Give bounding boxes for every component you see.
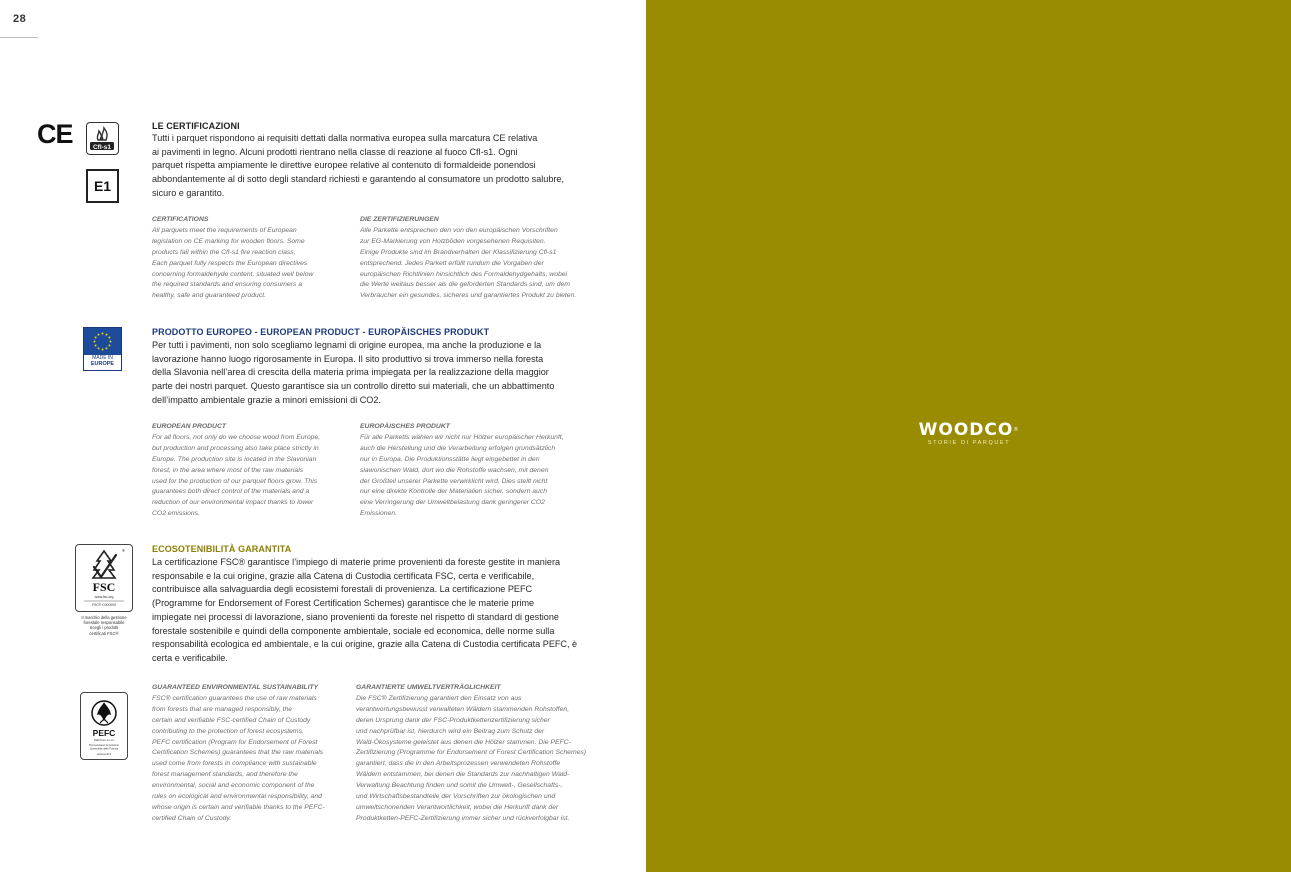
made-in-europe-badge: [83, 327, 122, 371]
certifications-body: Tutti i parquet rispondono ai requisiti dettati dalla normativa europea sulla marcatura CE relativa ai pavimenti in legno. Alcuni prodotti rientrano nella classe di reazione al fuoco Cfl-s1. Ogni parquet rispetta ampiamente le direttive europee relative al contenuto di formaldeide ponendosi abbondantemente al di sotto degli standard richiesti e garantendo al consumatore un prodotto salubre, sicuro e garantito.: [152, 133, 565, 198]
sustainability-de-body: Die FSC® Zertifizierung garantiert den Einsatz von aus verantwortungsbewusst verwalteten Wäldern stammenden Rohstoffen, deren Ursprung dank der FSC-Produktkettenzertifizierung sicher und nachprüfbar ist, hierdurch wird ein Beitrag zum Schutz der Wald-Ökosysteme geleistet aus denen die Hölzer stammen. Die PEFC- Zertifizierung (Programme for Endorsement of Forest Certification Schemes) garantiert, dass die in den Arbeitsprozessen verwendeten Rohstoffe Wäldern entstammen, bei denen die Standards zur nachhaltigen Wald- Verwaltung Beachtung finden und somit die Umwelt-, Gesellschafts-, und Wirtschaftsbestandteile der Vorschriften zur ökologischen und umweltschonenden Verantwortlichkeit, wobei die Herkunft dank der Produktketten-PEFC-Zertifizierung immer sicher und rückverfolgbar ist.: [356, 694, 587, 822]
made-in-label: MADE IN: [92, 355, 113, 361]
brand-name-text: WOODCO: [918, 420, 1014, 440]
page-number: 28: [13, 13, 27, 25]
fsc-caption: Il marchio della gestione forestale responsabile Scegli i prodotti certificati FSC®: [81, 615, 127, 636]
brand-tagline: STORIE DI PARQUET: [927, 440, 1011, 446]
europe-label: EUROPE: [90, 360, 115, 367]
pefc-name: PEFC: [92, 728, 116, 738]
flame-icon: [87, 123, 117, 153]
fire-class-icon: [86, 122, 119, 155]
certifications-de-title: DIE ZERTIFIZIERUNGEN: [360, 216, 439, 223]
woodco-logo: [911, 421, 1027, 446]
brand-registered-mark: ®: [1013, 427, 1020, 433]
certifications-de: [360, 215, 610, 302]
fsc-code: FSC® C000000: [92, 603, 116, 607]
european-product-en-body: For all floors, not only do we choose wood from Europe, but production and processing also take place strictly in Europe. The production site is located in the Slavonian forest, in the area where most of the raw materials used for the production of our parquet floors grow. This guarantees both direct control of the materials and a reduction of our environmental impact thanks to lower CO2 emissions.: [152, 433, 321, 518]
sustainability-de-title: GARANTIERTE UMWELTVERTRÄGLICHKEIT: [356, 684, 501, 691]
sustainability-de: [356, 683, 626, 825]
svg-text:Promuoviamo la Gestione: Promuoviamo la Gestione: [89, 744, 119, 747]
certifications-en-body: All parquets meet the requirements of European legislation on CE marking for wooden floors. Some products fall within the Cfl-s1 fire reaction class. Each parquet fully respects the European directives concerning formaldehyde content, situated well below the required standards and ensuring consumers a healthy, safe and guaranteed product.: [152, 226, 314, 300]
certifications-en-title: CERTIFICATIONS: [152, 216, 209, 223]
european-product-de-title: EUROPÄISCHES PRODUKT: [360, 423, 450, 430]
brand-name: [911, 421, 1027, 439]
sustainability-body: La certificazione FSC® garantisce l’impiego di materie prime provenienti da foreste gestite in maniera responsabile e la cui origine, grazie alla Catena di Custodia certificata FSC, certa e verificabile, contribuisce alla salvaguardia degli ecosistemi forestali di provenienza. La certificazione PEFC (Programme for Endorsement of Forest Certification Schemes) garantisce che le materie prime impiegate nei processi di lavorazione, siano provenienti da foreste nel rispetto di standard di gestione forestale sostenibile e quindi della componente ambientale, sociale ed economica, delle norme sulla responsabilità ecologica ed ambientale, e la cui origine, grazie alla Catena di Custodia certificata PEFC, è certa e verificabile.: [152, 557, 578, 663]
fsc-name: FSC: [92, 580, 116, 594]
fsc-url: www.fsc.org: [94, 595, 114, 599]
fsc-logo: [75, 544, 133, 612]
european-product-en-title: EUROPEAN PRODUCT: [152, 423, 227, 430]
e1-badge: E1: [86, 169, 119, 203]
pefc-logo: [80, 692, 128, 760]
european-product-de: [360, 422, 610, 520]
european-product-en: [152, 422, 352, 520]
pefc-code: PEFC/xx-xx-xx: [94, 738, 114, 742]
svg-text:®: ®: [122, 548, 125, 553]
european-product-de-body: Für alle Parketts wählen wir nicht nur Hölzer europäischer Herkunft, auch die Herstellung und die Verarbeitung erfolgen grundsätzlich nur in Europa. Die Produktionsstätte liegt eingebettet in den slawonischen Wald, dort wo die Rohstoffe wachsen, mit denen der Großteil unserer Parkette verwirklicht wird. Dies stellt nicht nur eine direkte Kontrolle der Materialien sicher, sondern auch eine Verringerung der Umweltbelastung dank geringerer CO2 Emissionen.: [360, 433, 564, 518]
sustainability-en: [152, 683, 352, 825]
certifications-en: [152, 215, 352, 302]
pefc-url: www.pefc.it: [96, 752, 112, 756]
page-number-rule: [0, 37, 38, 38]
made-in-europe-label: [84, 356, 121, 367]
certifications-heading: LE CERTIFICAZIONI: [152, 121, 240, 131]
eu-flag-icon: [84, 328, 121, 355]
ce-mark-icon: CE: [37, 119, 73, 149]
certifications-de-body: Alle Parkette entsprechen den von den europäischen Vorschriften zur EG-Markierung von Holzböden vorgesehenen Requisiten. Einige Produkte sind im Brandverhalten der Klassifizierung Cfl-s1 entsprechend. Jedes Parkett erfüllt rundum die Vorgaben der europäischen Richtlinien hinsichtlich des Formaldehydgehalts, wobei die Werte weitaus besser als die geforderten Standards sind, um dem Verbraucher ein gesundes, sicheres und garantiertes Produkt zu bieten.: [360, 226, 577, 300]
sustainability-en-body: FSC® certification guarantees the use of raw materials from forests that are managed responsibly, the certain and verifiable FSC-certified Chain of Custody contributing to the protection of forest ecosystems. PEFC certification (Program for Endorsement of Forest Certification Schemes) guarantees that the raw materials used come from forests in compliance with sustainable forest management standards, and therefore the environmental, social and economic component of the rules on ecological and environmental responsibility, and whose origin is certain and verifiable thanks to the PEFC- certified Chain of Custody.: [152, 694, 325, 822]
sustainability-en-title: GUARANTEED ENVIRONMENTAL SUSTAINABILITY: [152, 684, 319, 691]
fire-class-label: Cfl-s1: [92, 143, 112, 151]
european-product-body: Per tutti i pavimenti, non solo scegliamo legnami di origine europea, ma anche la produzione e la lavorazione hanno luogo rigorosamente in Europa. Il sito produttivo si trova immerso nella foresta della Slavonia nell’area di crescita della materia prima impiegata per la realizzazione della maggior parte dei nostri parquet. Questo garantisce sia un controllo diretto sui materiali, che un abbattimento dell’impatto ambientale grazie a minori emissioni di CO2.: [152, 340, 555, 405]
european-product-heading: PRODOTTO EUROPEO - EUROPEAN PRODUCT - EUROPÄISCHES PRODUKT: [152, 327, 490, 337]
svg-text:Sostenibile delle Foreste: Sostenibile delle Foreste: [89, 747, 119, 751]
sustainability-heading: ECOSOTENIBILITÀ GARANTITA: [152, 544, 292, 554]
